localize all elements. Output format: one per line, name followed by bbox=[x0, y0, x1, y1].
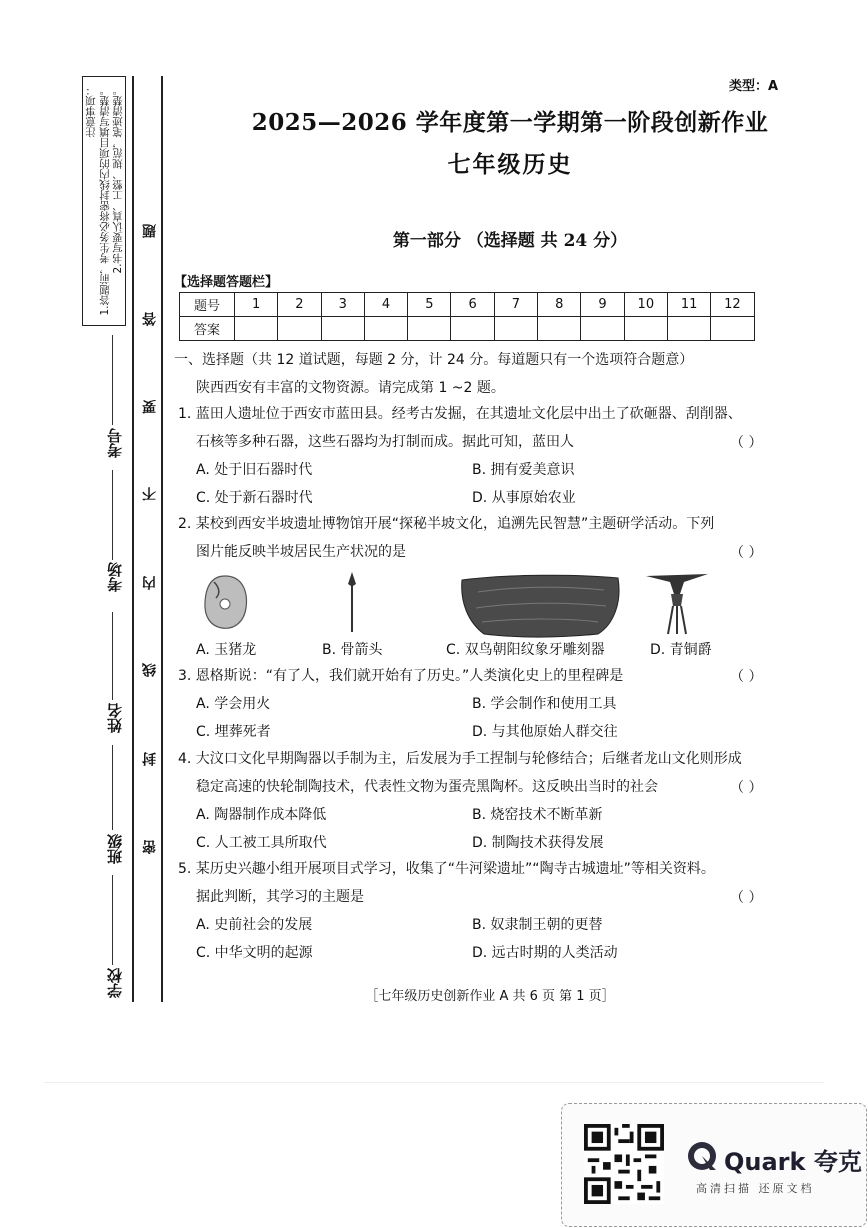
binding-line-left bbox=[132, 76, 134, 1002]
quark-brand-name: Quark 夸克 bbox=[724, 1148, 862, 1176]
question-number-cell: 3 bbox=[321, 293, 364, 317]
notice-title: 注意事项： bbox=[85, 85, 97, 138]
question-4-option-d[interactable]: D. 制陶技术获得发展 bbox=[472, 835, 604, 851]
seal-char: 答 bbox=[142, 312, 158, 326]
question-1-option-a[interactable]: A. 处于旧石器时代 bbox=[196, 462, 313, 478]
question-3-option-b[interactable]: B. 学会制作和使用工具 bbox=[472, 696, 617, 712]
section-heading: 第一部分 （选择题 共 24 分） bbox=[392, 231, 628, 251]
instructions-intro: 陕西西安有丰富的文物资源。请完成第 1 ~2 题。 bbox=[196, 380, 505, 396]
answer-cell[interactable] bbox=[494, 317, 537, 341]
question-3-option-a[interactable]: A. 学会用火 bbox=[196, 696, 271, 712]
question-number-cell: 2 bbox=[278, 293, 321, 317]
field-line-exam-no bbox=[112, 335, 113, 425]
field-class-label: 班级 bbox=[106, 834, 124, 864]
question-1-line-2: 石核等多种石器，这些石器均为打制而成。据此可知，蓝田人 bbox=[196, 434, 574, 450]
question-5-option-c[interactable]: C. 中华文明的起源 bbox=[196, 945, 313, 961]
ivory-carving-image bbox=[458, 572, 624, 638]
seal-line bbox=[161, 76, 163, 1002]
page-bottom-edge bbox=[44, 1082, 824, 1083]
question-3-option-d[interactable]: D. 与其他原始人群交往 bbox=[472, 724, 618, 740]
question-3-option-c[interactable]: C. 埋葬死者 bbox=[196, 724, 271, 740]
seal-char: 不 bbox=[142, 487, 158, 501]
seal-char: 封 bbox=[142, 752, 158, 766]
answer-cell[interactable] bbox=[321, 317, 364, 341]
answer-cell[interactable] bbox=[538, 317, 581, 341]
question-5-option-b[interactable]: B. 奴隶制王朝的更替 bbox=[472, 917, 603, 933]
seal-char: 要 bbox=[142, 400, 158, 414]
question-2-option-d[interactable]: D. 青铜爵 bbox=[650, 642, 712, 658]
field-line-school bbox=[112, 875, 113, 965]
field-exam-no-label: 考号 bbox=[106, 428, 124, 458]
seal-char: 线 bbox=[142, 663, 158, 677]
question-number-cell: 9 bbox=[581, 293, 624, 317]
question-number-cell: 10 bbox=[624, 293, 667, 317]
answer-cell[interactable] bbox=[235, 317, 278, 341]
question-5-line-1: 5. 某历史兴趣小组开展项目式学习，收集了“牛河梁遗址”“陶寺古城遗址”等相关资料。 bbox=[178, 861, 715, 877]
field-line-name bbox=[112, 612, 113, 700]
answer-cell[interactable] bbox=[451, 317, 494, 341]
answer-cell[interactable] bbox=[711, 317, 754, 341]
field-line-class bbox=[112, 745, 113, 830]
question-2-line-1: 2. 某校到西安半坡遗址博物馆开展“探秘半坡文化，追溯先民智慧”主题研学活动。下列 bbox=[178, 516, 715, 532]
qr-code-icon bbox=[584, 1124, 664, 1204]
answer-table-number-row bbox=[180, 293, 755, 317]
field-school-label: 学校 bbox=[106, 968, 124, 998]
question-number-cell: 11 bbox=[667, 293, 710, 317]
seal-char: 题 bbox=[142, 224, 158, 238]
page-subtitle: 七年级历史 bbox=[447, 151, 573, 178]
seal-char: 密 bbox=[142, 840, 158, 854]
question-4-line-1: 4. 大汶口文化早期陶器以手制为主，后发展为手工捏制与轮修结合；后继者龙山文化则形成 bbox=[178, 751, 742, 767]
question-number-cell: 1 bbox=[235, 293, 278, 317]
answer-cell[interactable] bbox=[624, 317, 667, 341]
answer-table bbox=[179, 292, 755, 341]
question-1-option-c[interactable]: C. 处于新石器时代 bbox=[196, 490, 313, 506]
answer-table-answer-row bbox=[180, 317, 755, 341]
question-4-line-2: 稳定高速的快轮制陶技术，代表性文物为蛋壳黑陶杯。这反映出当时的社会 bbox=[196, 779, 658, 795]
question-1-line-1: 1. 蓝田人遗址位于西安市蓝田县。经考古发掘，在其遗址文化层中出土了砍砸器、刮削器、 bbox=[178, 406, 742, 422]
question-4-option-c[interactable]: C. 人工被工具所取代 bbox=[196, 835, 327, 851]
question-2-option-c[interactable]: C. 双鸟朝阳纹象牙雕刻器 bbox=[446, 642, 605, 658]
paper-type-label: 类型：A bbox=[728, 79, 778, 94]
question-number-cell: 8 bbox=[538, 293, 581, 317]
question-3-line-1: 3. 恩格斯说：“有了人，我们就开始有了历史。”人类演化史上的里程碑是 bbox=[178, 668, 624, 684]
quark-tagline: 高清扫描 还原文档 bbox=[696, 1182, 815, 1195]
seal-char: 内 bbox=[142, 576, 158, 590]
question-number-cell: 7 bbox=[494, 293, 537, 317]
question-4-option-a[interactable]: A. 陶器制作成本降低 bbox=[196, 807, 327, 823]
question-1-option-b[interactable]: B. 拥有爱美意识 bbox=[472, 462, 575, 478]
notice-item-1: 1.答题前，考生务必将密封线内的项目填写清楚。 bbox=[99, 85, 111, 316]
instructions-heading: 一、选择题（共 12 道试题，每题 2 分，计 24 分。每道题只有一个选项符合题意） bbox=[174, 352, 694, 368]
jade-pig-dragon-image bbox=[200, 572, 250, 632]
answer-table-head-answer: 答案 bbox=[180, 317, 235, 341]
question-3-answer-paren[interactable]: （ ） bbox=[730, 669, 763, 685]
bronze-jue-image bbox=[644, 572, 710, 636]
field-line-exam-room bbox=[112, 470, 113, 560]
question-5-line-2: 据此判断，其学习的主题是 bbox=[196, 889, 364, 905]
question-5-option-d[interactable]: D. 远古时期的人类活动 bbox=[472, 945, 618, 961]
answer-cell[interactable] bbox=[667, 317, 710, 341]
question-1-option-d[interactable]: D. 从事原始农业 bbox=[472, 490, 576, 506]
field-exam-room-label: 考场 bbox=[106, 562, 124, 592]
question-2-answer-paren[interactable]: （ ） bbox=[730, 545, 763, 561]
answer-cell[interactable] bbox=[581, 317, 624, 341]
question-2-option-a[interactable]: A. 玉猪龙 bbox=[196, 642, 257, 658]
question-1-answer-paren[interactable]: （ ） bbox=[730, 435, 763, 451]
answer-cell[interactable] bbox=[364, 317, 407, 341]
page-footer: ［七年级历史创新作业 A 共 6 页 第 1 页］ bbox=[365, 989, 615, 1004]
question-4-answer-paren[interactable]: （ ） bbox=[730, 780, 763, 796]
answer-table-head-number: 题号 bbox=[180, 293, 235, 317]
bone-arrowhead-image bbox=[342, 570, 362, 636]
page-title: 2025—2026 学年度第一学期第一阶段创新作业 bbox=[251, 109, 769, 136]
question-number-cell: 6 bbox=[451, 293, 494, 317]
question-2-option-b[interactable]: B. 骨箭头 bbox=[322, 642, 383, 658]
question-2-line-2: 图片能反映半坡居民生产状况的是 bbox=[196, 544, 406, 560]
answer-table-label: 【选择题答题栏】 bbox=[174, 275, 279, 290]
question-5-option-a[interactable]: A. 史前社会的发展 bbox=[196, 917, 313, 933]
question-5-answer-paren[interactable]: （ ） bbox=[730, 890, 763, 906]
notice-box bbox=[82, 76, 126, 326]
question-number-cell: 4 bbox=[364, 293, 407, 317]
quark-logo-icon bbox=[686, 1140, 718, 1172]
quark-scan-badge[interactable] bbox=[561, 1103, 867, 1227]
field-name-label: 姓名 bbox=[106, 703, 124, 733]
answer-cell[interactable] bbox=[278, 317, 321, 341]
answer-cell[interactable] bbox=[408, 317, 451, 341]
question-number-cell: 12 bbox=[711, 293, 754, 317]
notice-item-2: 2.书写要认真、工整、规范，笔迹清楚。 bbox=[112, 85, 124, 274]
question-number-cell: 5 bbox=[408, 293, 451, 317]
question-4-option-b[interactable]: B. 烧窑技术不断革新 bbox=[472, 807, 603, 823]
